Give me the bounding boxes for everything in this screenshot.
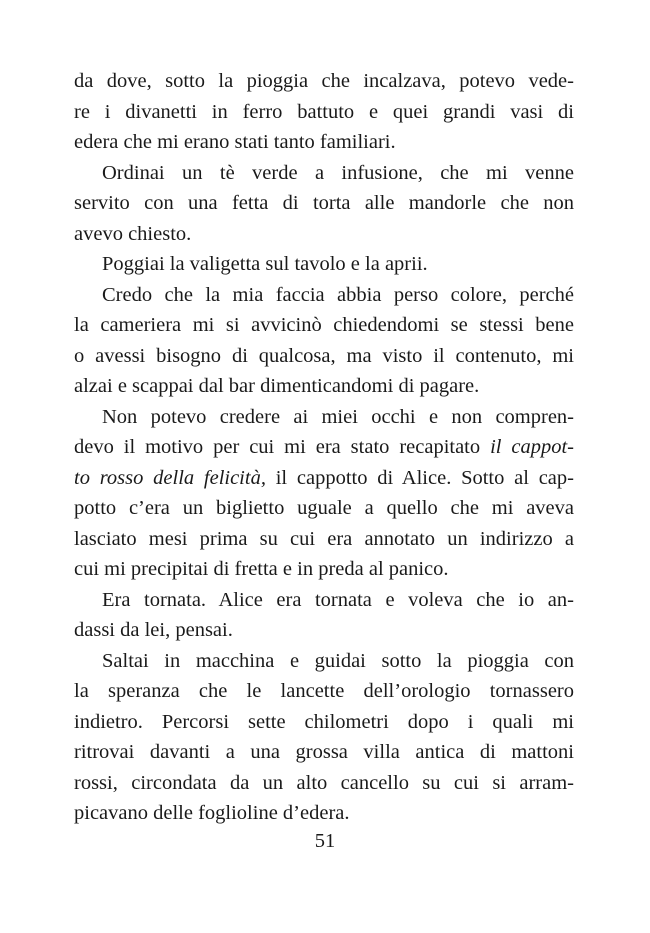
text-line: Ordinai un tè verde a infusione, che mi venne bbox=[102, 161, 574, 184]
text-line bbox=[74, 432, 574, 463]
text-line: picavano delle foglioline d’edera. bbox=[74, 802, 350, 824]
text-line: indietro. Percorsi sette chilometri dopo i quali mi bbox=[74, 710, 574, 733]
text-line: Era tornata. Alice era tornata e voleva che io an- bbox=[102, 588, 574, 611]
text-segment: devo il motivo per cui mi era stato recapitato bbox=[74, 436, 481, 458]
text-line: alzai e scappai dal bar dimenticandomi di pagare. bbox=[74, 375, 480, 397]
text-line bbox=[74, 463, 574, 494]
text-line: edera che mi erano stati tanto familiari. bbox=[74, 131, 396, 153]
text-line: la cameriera mi si avvicinò chiedendomi se stessi bene bbox=[74, 314, 574, 336]
text-line: cui mi precipitai di fretta e in preda al panico. bbox=[74, 558, 449, 580]
text-line: lasciato mesi prima su cui era annotato un indirizzo a bbox=[74, 527, 574, 550]
text-line: ritrovai davanti a una grossa villa antica di mattoni bbox=[74, 741, 574, 763]
text-line: Non potevo credere ai miei occhi e non compren- bbox=[102, 405, 574, 428]
text-line: da dove, sotto la pioggia che incalzava, potevo vede- bbox=[74, 70, 574, 92]
page-number: 51 bbox=[314, 830, 336, 852]
text-line: servito con una fetta di torta alle mandorle che non bbox=[74, 192, 574, 214]
text-line: la speranza che le lancette dell’orologio tornassero bbox=[74, 680, 574, 702]
text-line: re i divanetti in ferro battuto e quei grandi vasi di bbox=[74, 100, 574, 123]
text-segment: il cappotto di Alice. Sotto al cap- bbox=[275, 466, 574, 489]
text-line: o avessi bisogno di qualcosa, ma visto il contenuto, mi bbox=[74, 344, 574, 367]
text-line: avevo chiesto. bbox=[74, 222, 192, 245]
text-line: dassi da lei, pensai. bbox=[74, 619, 233, 641]
text-line: Saltai in macchina e guidai sotto la pioggia con bbox=[102, 649, 574, 672]
text-line: Poggiai la valigetta sul tavolo e la aprii. bbox=[102, 253, 428, 275]
body-text bbox=[74, 66, 574, 829]
italic-title: to rosso della felicità, bbox=[74, 466, 266, 489]
italic-title: il cappot- bbox=[490, 436, 575, 458]
text-line: potto c’era un biglietto uguale a quello che mi aveva bbox=[74, 497, 574, 519]
text-line: Credo che la mia faccia abbia perso colore, perché bbox=[102, 283, 574, 306]
text-line: rossi, circondata da un alto cancello su cui si arram- bbox=[74, 771, 574, 794]
